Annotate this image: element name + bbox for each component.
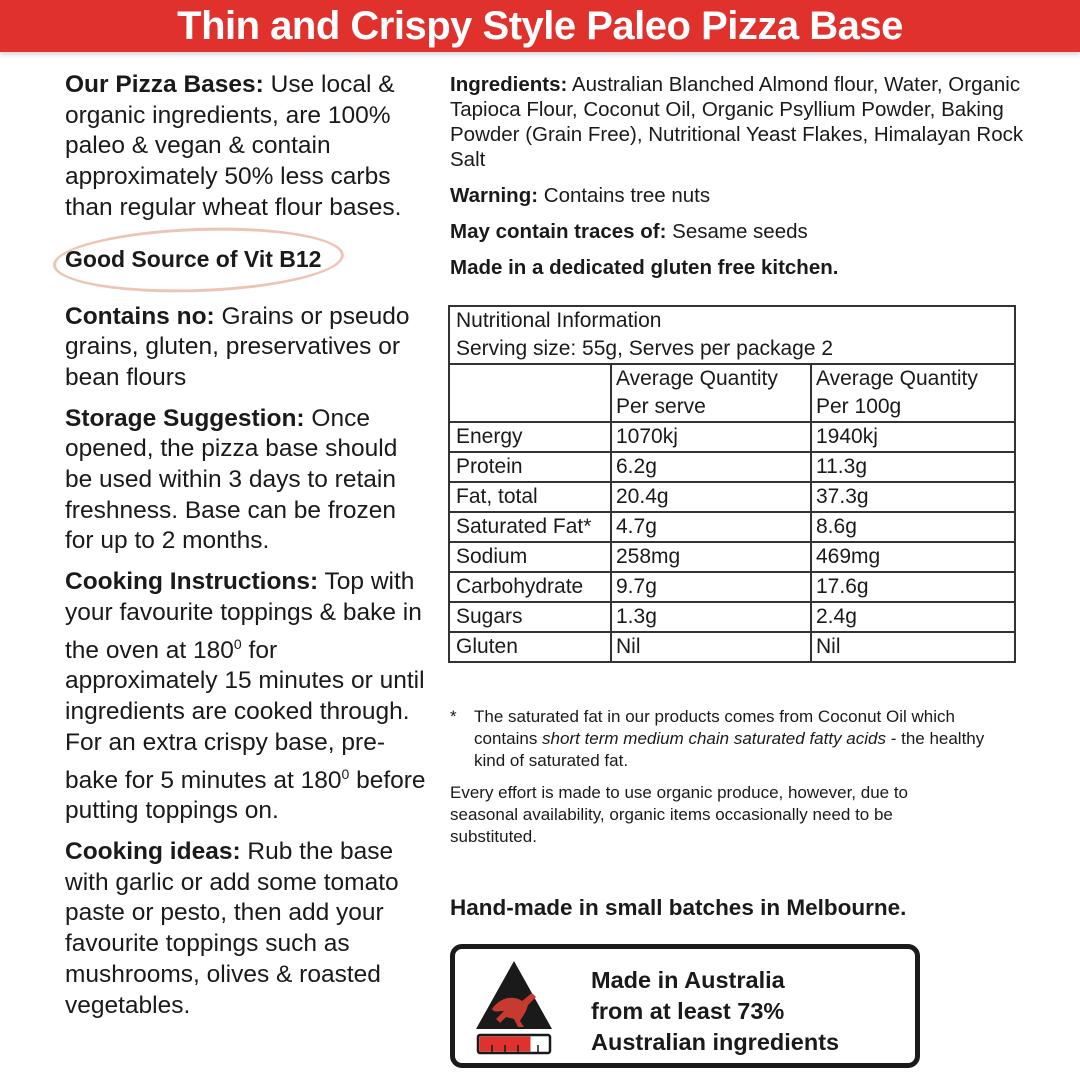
cooking-body-2: for approximately 15 minutes or until ingredients are cooked through. For an extra crispy base, pre-bake for 5 minutes at 180 [65,636,425,794]
nutrient-name: Saturated Fat* [449,512,611,542]
per-100g-value: 2.4g [811,602,1015,632]
per-serve-value: 4.7g [611,512,811,542]
per-serve-value: Nil [611,632,811,662]
table-row [449,422,1015,452]
ideas-label: Cooking ideas: [65,838,241,866]
column-header: Average Quantity Per serve [611,364,811,422]
contains-no-body: Grains or pseudo grains, gluten, preservatives or bean flours [65,302,410,391]
nutrition-title: Nutritional Information [456,309,662,332]
column-header [449,364,611,422]
table-row [449,512,1015,542]
asterisk: * [450,707,457,726]
cooking-body-3: before putting toppings on. [65,766,426,825]
nutrient-name: Gluten [449,632,611,662]
per-100g-value: 11.3g [811,452,1015,482]
table-row [449,632,1015,662]
made-in-australia-text [591,965,839,1058]
per-100g-value: 8.6g [811,512,1015,542]
ideas-body: Rub the base with garlic or add some tomato paste or pesto, then add your favourite toppings such as mushrooms, olives & roasted vegetables. [65,838,399,1019]
per-serve-value: 258mg [611,542,811,572]
ideas-text [65,837,430,1021]
ingredients-text [450,72,1030,172]
nutrient-name: Energy [449,422,611,452]
per-100g-value: Nil [811,632,1015,662]
table-row [449,602,1015,632]
per-serve-value: 20.4g [611,482,811,512]
left-column [65,70,430,1031]
cooking-body-1: Top with your favourite toppings & bake in the oven at 180 [65,568,422,664]
per-100g-value: 469mg [811,542,1015,572]
note-text-b: - the healthy kind of saturated fat. [474,729,985,770]
per-serve-value: 1070kj [611,422,811,452]
serving-size: Serving size: 55g, Serves per package 2 [456,337,834,360]
nutrient-name: Sodium [449,542,611,572]
made-in-australia-badge [450,944,920,1068]
badge-line-3: Australian ingredients [591,1029,840,1055]
nutrition-table [448,305,1016,663]
saturated-fat-note [450,706,1010,772]
title-banner [0,0,1080,52]
per-100g-value: 1940kj [811,422,1015,452]
right-column [450,72,1030,291]
nutrient-name: Carbohydrate [449,572,611,602]
ingredients-label: Ingredients: [450,73,568,96]
traces-label: May contain traces of: [450,220,667,243]
nutrient-name: Sugars [449,602,611,632]
b12-callout [65,244,430,284]
degree-mark: 0 [341,765,350,782]
storage-text [65,404,430,558]
nutrient-name: Protein [449,452,611,482]
pizza-bases-label: Our Pizza Bases: [65,71,264,98]
column-header: Average Quantity Per 100g [811,364,1015,422]
warning-body: Contains tree nuts [538,184,711,207]
kangaroo-triangle-icon [470,957,558,1057]
warning-text [450,183,1030,208]
gluten-free-text [450,255,1030,280]
nutrition-title-cell [449,306,1015,364]
pizza-bases-body: Use local & organic ingredients, are 100% paleo & vegan & contain approximately 50% less carbs than regular wheat flour bases. [65,71,402,221]
handmade-statement: Hand-made in small batches in Melbourne. [450,895,907,920]
contains-no-label: Contains no: [65,302,215,330]
per-100g-value: 37.3g [811,482,1015,512]
pizza-bases-text [65,70,430,224]
table-row [449,482,1015,512]
b12-label: Good Source of Vit B12 [65,245,322,272]
cooking-label: Cooking Instructions: [65,568,319,596]
table-row [449,572,1015,602]
organic-note: Every effort is made to use organic produce, however, due to seasonal availability, organic items occasionally need to be substituted. [450,783,909,846]
cooking-text [65,567,430,827]
traces-body: Sesame seeds [666,220,808,243]
per-serve-value: 6.2g [611,452,811,482]
footnotes [450,706,1010,848]
nutrient-name: Fat, total [449,482,611,512]
saturated-fat-note-text [474,706,1010,772]
per-serve-value: 9.7g [611,572,811,602]
badge-line-2: from at least 73% [591,998,785,1024]
gluten-free-label: Made in a dedicated gluten free kitchen. [450,256,839,279]
ingredients-body: Australian Blanched Almond flour, Water, Organic Tapioca Flour, Coconut Oil, Organic Psyllium Powder, Baking Powder (Grain Free), Nutritional Yeast Flakes, Himalayan Rock Salt [450,73,1024,171]
storage-label: Storage Suggestion: [65,404,305,432]
note-text-a: The saturated fat in our products comes from Coconut Oil which contains [474,707,955,748]
table-row [449,542,1015,572]
warning-label: Warning: [450,184,539,207]
per-serve-value: 1.3g [611,602,811,632]
note-text-italic: short term medium chain saturated fatty acids [542,729,886,748]
contains-no-text [65,302,430,394]
per-100g-value: 17.6g [811,572,1015,602]
product-title: Thin and Crispy Style Paleo Pizza Base [177,3,903,48]
traces-text [450,219,1030,244]
badge-line-1: Made in Australia [591,967,785,993]
nutrition-header-row [449,306,1015,364]
storage-body: Once opened, the pizza base should be used within 3 days to retain freshness. Base can be frozen for up to 2 months. [65,404,398,555]
column-header-row [449,364,1015,422]
degree-mark: 0 [233,635,242,652]
table-row [449,452,1015,482]
